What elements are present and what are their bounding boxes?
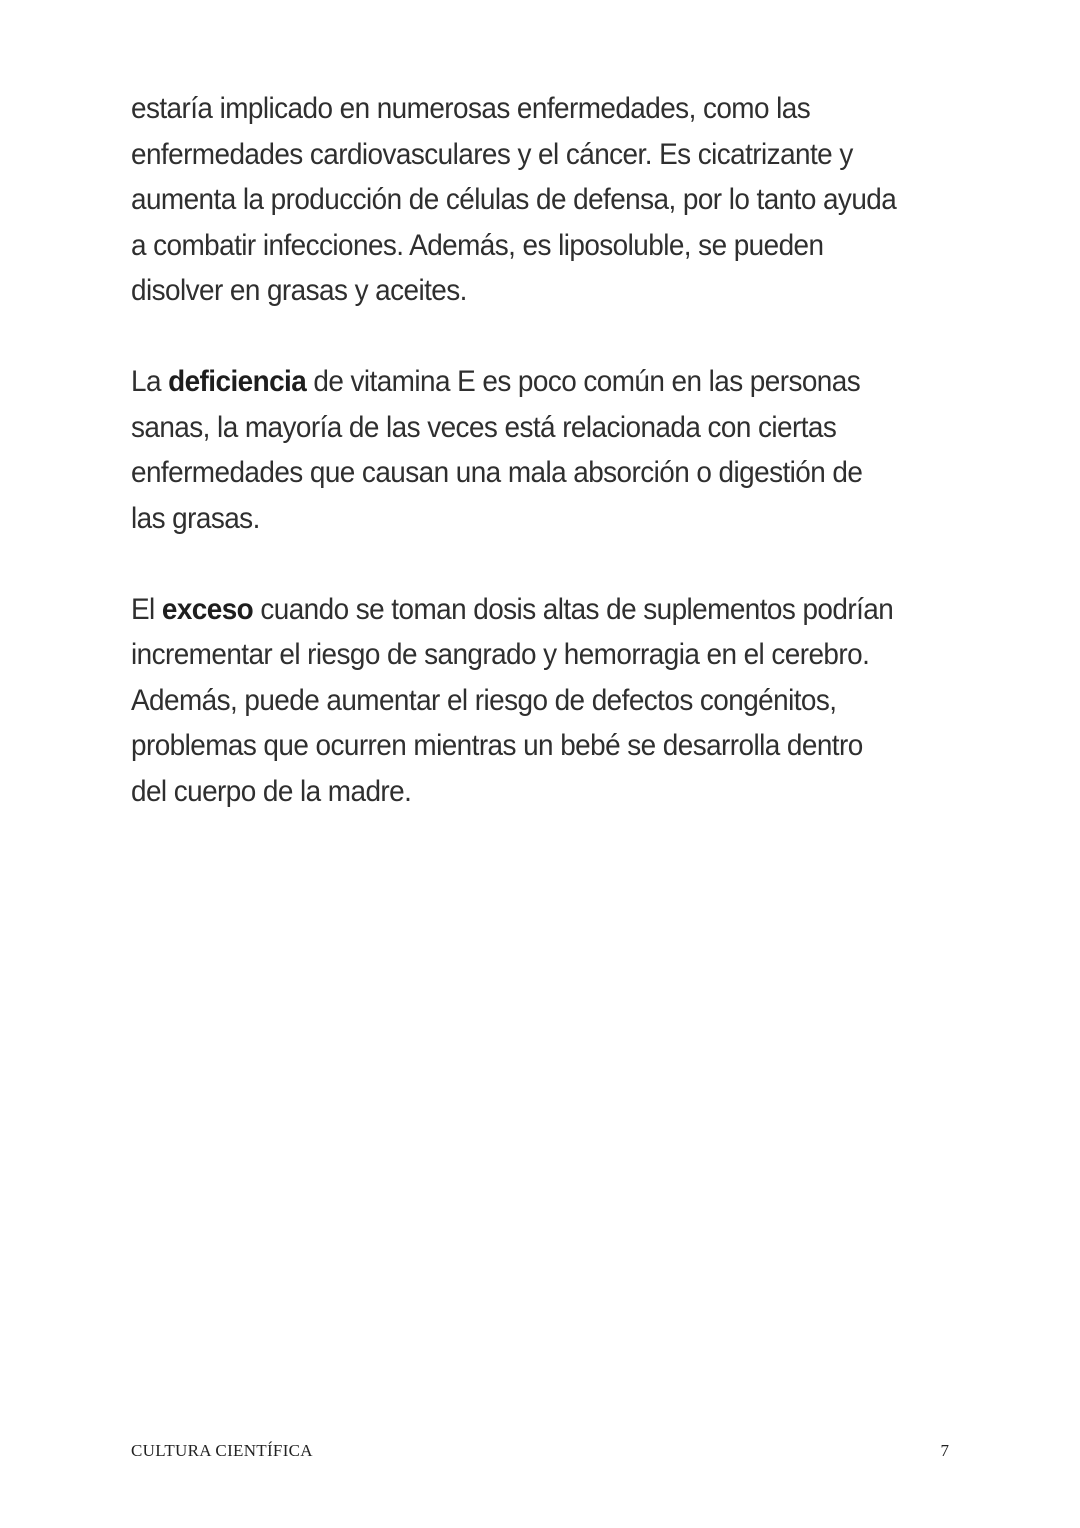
paragraph-excess-prefix: El: [131, 592, 162, 626]
page-number: 7: [940, 1441, 949, 1460]
term-excess: exceso: [161, 592, 254, 626]
term-deficiency: deficiencia: [168, 365, 307, 398]
paragraph-excess-text: cuando se toman dosis altas de suplementos podrían incrementar el riesgo de sangrado y hemorragia en el cerebro. Además, puede aumentar el riesgo de defectos congénitos, problemas que ocurren mientras un bebé se desarrolla dentro del cuerpo de la madre.: [131, 592, 894, 808]
footer-title: CULTURA CIENTÍFICA: [131, 1441, 313, 1460]
paragraph-vitamin-e-properties: estaría implicado en numerosas enfermedades, como las enfermedades cardiovasculares y el cáncer. Es cicatrizante y aumenta la producción de células de defensa, por lo tanto ayuda a combatir infecciones. Además, es liposoluble, se pueden disolver en grasas y aceites.: [131, 92, 897, 307]
body-text: [131, 86, 903, 860]
paragraph-deficiency-prefix: La: [131, 365, 169, 398]
paragraph-deficiency: [131, 359, 903, 541]
paragraph-excess: [131, 587, 903, 815]
paragraph-deficiency-text: de vitamina E es poco común en las personas sanas, la mayoría de las veces está relacionada con ciertas enfermedades que causan una mala absorción o digestión de las grasas.: [131, 365, 863, 535]
